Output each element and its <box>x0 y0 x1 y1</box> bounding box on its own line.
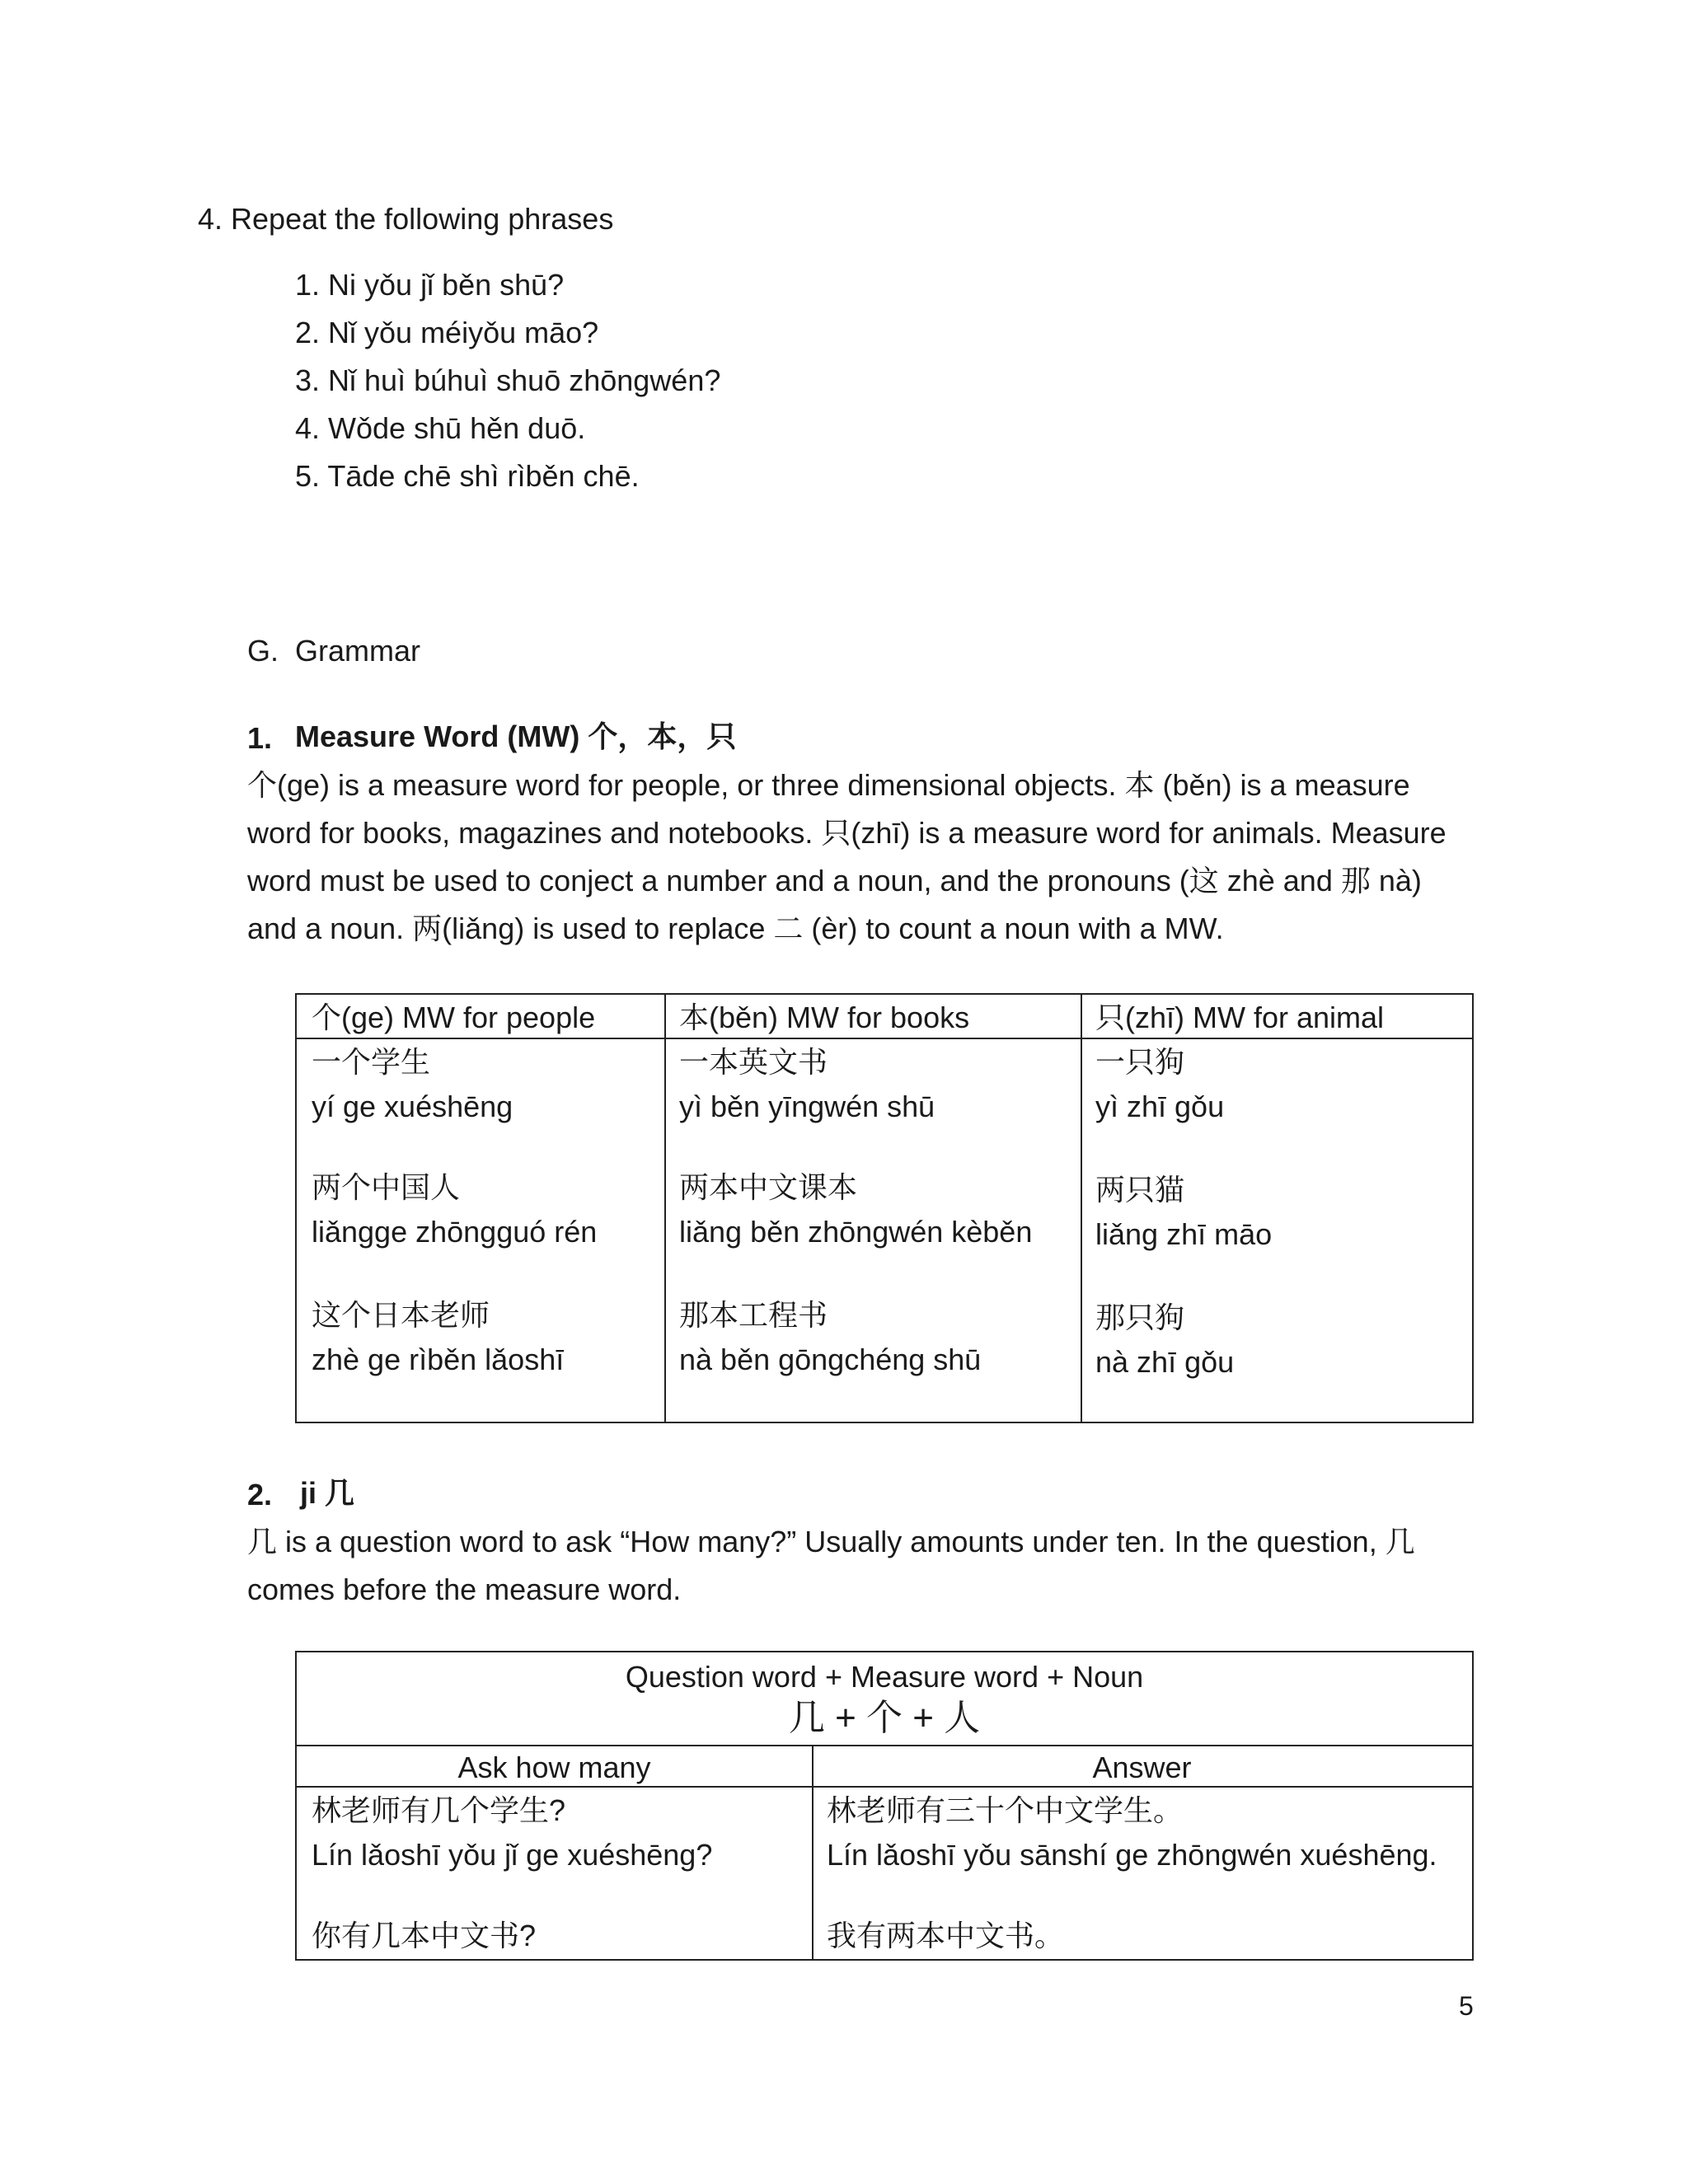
measure-word-paragraph-line: 个(ge) is a measure word for people, or three dimensional objects. 本 (běn) is a measure <box>247 768 1410 802</box>
measure-word-paragraph-line: and a noun. 两(liǎng) is used to replace 二 (èr) to count a noun with a MW. <box>247 912 1224 945</box>
table-header-people: 个(ge) MW for people <box>312 1001 596 1034</box>
grammar-heading: Grammar <box>295 634 420 668</box>
table-cell-pinyin: nà běn gōngchéng shū <box>679 1343 982 1376</box>
table-cell-pinyin: yí ge xuéshēng <box>312 1090 513 1123</box>
measure-word-paragraph-line: word for books, magazines and notebooks. 只(zhī) is a measure word for animals. Measure <box>247 816 1447 850</box>
column-divider <box>664 995 666 1422</box>
measure-word-title: Measure Word (MW) 个，本，只 <box>295 719 737 753</box>
table-cell-pinyin: nà zhī gǒu <box>1095 1345 1235 1379</box>
grammar-letter: G. <box>247 634 279 668</box>
measure-word-number: 1. <box>247 721 273 755</box>
question-pinyin: Lín lǎoshī yǒu jǐ ge xuéshēng? <box>312 1838 713 1872</box>
table-cell-pinyin: yì zhī gǒu <box>1095 1090 1225 1123</box>
phrase-item: 3. Nǐ huì búhuì shuō zhōngwén? <box>295 363 721 397</box>
answer-hanzi: 我有两本中文书。 <box>827 1919 1065 1952</box>
column-divider <box>1081 995 1082 1422</box>
table-cell-hanzi: 一个学生 <box>312 1045 431 1079</box>
ji-number: 2. <box>247 1478 273 1511</box>
table-cell-hanzi: 两个中国人 <box>312 1170 461 1204</box>
phrase-item: 1. Ni yǒu jǐ běn shū? <box>295 268 565 302</box>
table-header-books: 本(běn) MW for books <box>679 1001 970 1034</box>
table-cell-hanzi: 两只猫 <box>1095 1173 1185 1207</box>
table-cell-hanzi: 一只狗 <box>1095 1045 1185 1079</box>
answer-pinyin: Lín lǎoshī yǒu sānshí ge zhōngwén xuéshēng. <box>827 1838 1437 1872</box>
formula-label: Question word + Measure word + Noun <box>625 1660 1144 1694</box>
table-cell-pinyin: yì běn yīngwén shū <box>679 1090 935 1123</box>
table-cell-hanzi: 那只狗 <box>1095 1301 1185 1334</box>
question-hanzi: 你有几本中文书? <box>312 1919 537 1952</box>
row-divider <box>297 1745 1472 1746</box>
measure-word-table <box>295 993 1474 1423</box>
question-hanzi: 林老师有几个学生? <box>312 1793 566 1827</box>
ji-paragraph-line: comes before the measure word. <box>247 1572 682 1606</box>
formula-chars: 几 + 个 + 人 <box>788 1698 981 1738</box>
table-cell-pinyin: liǎngge zhōngguó rén <box>312 1215 598 1249</box>
measure-word-paragraph-line: word must be used to conject a number and a noun, and the pronouns (这 zhè and 那 nà) <box>247 864 1422 898</box>
table-header-animals: 只(zhī) MW for animal <box>1095 1001 1385 1034</box>
ji-title: ji 几 <box>300 1476 355 1510</box>
phrase-item: 5. Tāde chē shì rìběn chē. <box>295 459 640 493</box>
phrase-item: 2. Nǐ yǒu méiyǒu māo? <box>295 316 599 349</box>
table-cell-pinyin: liǎng zhī māo <box>1095 1217 1273 1251</box>
phrase-item: 4. Wǒde shū hěn duō. <box>295 411 586 445</box>
row-divider <box>297 1786 1472 1788</box>
column-header-question: Ask how many <box>457 1750 651 1784</box>
answer-hanzi: 林老师有三十个中文学生。 <box>827 1793 1184 1827</box>
question-table <box>295 1651 1474 1961</box>
table-cell-hanzi: 那本工程书 <box>679 1298 828 1332</box>
page-number: 5 <box>1459 1991 1474 2021</box>
table-cell-hanzi: 这个日本老师 <box>312 1298 490 1332</box>
column-header-answer: Answer <box>1092 1750 1192 1784</box>
table-cell-hanzi: 两本中文课本 <box>679 1170 858 1204</box>
table-cell-pinyin: zhè ge rìběn lǎoshī <box>312 1343 565 1376</box>
ji-paragraph-line: 几 is a question word to ask “How many?” Usually amounts under ten. In the question, 几 <box>247 1525 1415 1558</box>
table-cell-hanzi: 一本英文书 <box>679 1045 828 1079</box>
table-cell-pinyin: liǎng běn zhōngwén kèběn <box>679 1215 1033 1249</box>
section-heading: 4. Repeat the following phrases <box>198 202 614 236</box>
